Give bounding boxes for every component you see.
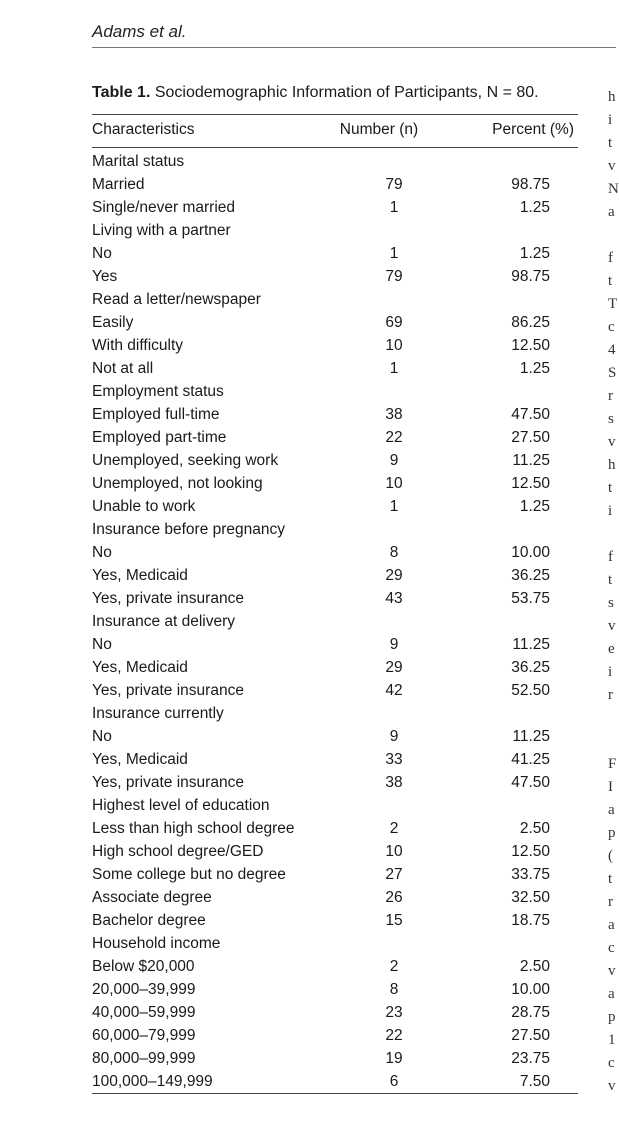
cropped-line: a	[608, 917, 615, 933]
cell-number: 38	[385, 774, 403, 791]
cell-characteristic: No	[92, 728, 112, 745]
cell-characteristic: Insurance before pregnancy	[92, 521, 286, 538]
cell-percent: 41.25	[511, 751, 550, 768]
table-row	[92, 242, 578, 265]
table-row	[92, 426, 578, 449]
cell-number	[314, 380, 444, 403]
cell-percent: 36.25	[511, 659, 550, 676]
cell-percent: 1.25	[519, 498, 550, 515]
cell-percent: 11.25	[512, 452, 550, 469]
cell-characteristic: Yes	[92, 268, 118, 285]
cell-characteristic: 40,000–59,999	[92, 1004, 196, 1021]
table-row	[92, 840, 578, 863]
table-row	[92, 771, 578, 794]
cell-number: 33	[385, 751, 403, 768]
cell-percent: 23.75	[511, 1050, 550, 1067]
table-row	[92, 1070, 578, 1094]
table-row	[92, 311, 578, 334]
table-row	[92, 219, 578, 242]
table-body	[92, 148, 578, 1094]
cell-percent	[444, 518, 578, 541]
cell-number: 27	[385, 866, 403, 883]
table-row	[92, 173, 578, 196]
cell-characteristic: 20,000–39,999	[92, 981, 196, 998]
cell-number: 22	[385, 1027, 403, 1044]
cell-characteristic: Insurance at delivery	[92, 613, 236, 630]
cell-number	[314, 288, 444, 311]
cell-characteristic: Less than high school degree	[92, 820, 295, 837]
cropped-line: c	[608, 319, 615, 335]
cell-percent: 98.75	[511, 176, 550, 193]
cropped-line: e	[608, 641, 615, 657]
cell-percent	[444, 932, 578, 955]
cell-number: 42	[385, 682, 403, 699]
cropped-line: v	[608, 1078, 616, 1094]
cell-number: 22	[385, 429, 403, 446]
cell-number: 23	[385, 1004, 403, 1021]
cell-percent: 47.50	[511, 406, 550, 423]
cell-characteristic: Not at all	[92, 360, 154, 377]
cropped-line: c	[608, 1055, 615, 1071]
cell-characteristic: Associate degree	[92, 889, 212, 906]
cell-characteristic: Single/never married	[92, 199, 236, 216]
cropped-line: v	[608, 618, 616, 634]
cell-percent: 52.50	[511, 682, 550, 699]
cell-number	[314, 794, 444, 817]
cropped-line: i	[608, 112, 613, 128]
header-rule	[92, 47, 616, 48]
cell-percent: 32.50	[511, 889, 550, 906]
cell-number	[314, 518, 444, 541]
cell-percent: 1.25	[519, 199, 550, 216]
table-row	[92, 610, 578, 633]
cropped-line: v	[608, 434, 616, 450]
cell-characteristic: Yes, private insurance	[92, 774, 244, 791]
cell-number	[314, 610, 444, 633]
table-row	[92, 495, 578, 518]
table-row	[92, 357, 578, 380]
cropped-line: i	[608, 503, 613, 519]
cropped-line: T	[608, 296, 618, 312]
cell-number: 26	[385, 889, 403, 906]
cropped-line: 1	[608, 1032, 616, 1048]
cell-number: 10	[385, 843, 403, 860]
cropped-line	[608, 523, 616, 546]
cropped-line: r	[608, 388, 613, 404]
cropped-line: f	[608, 549, 613, 565]
cell-percent: 1.25	[519, 245, 550, 262]
table-row	[92, 656, 578, 679]
table-row	[92, 725, 578, 748]
cell-characteristic: Living with a partner	[92, 222, 231, 239]
table-row	[92, 449, 578, 472]
cropped-line: s	[608, 411, 614, 427]
table-row	[92, 380, 578, 403]
cell-percent: 11.25	[512, 728, 550, 745]
table-row	[92, 1047, 578, 1070]
cell-characteristic: Unemployed, seeking work	[92, 452, 279, 469]
cell-number: 29	[385, 567, 403, 584]
cell-characteristic: Marital status	[92, 153, 185, 170]
cell-percent: 12.50	[511, 337, 550, 354]
cell-percent: 10.00	[511, 981, 550, 998]
table-row	[92, 633, 578, 656]
cropped-line: t	[608, 572, 613, 588]
table-row	[92, 403, 578, 426]
cropped-line: a	[608, 802, 615, 818]
cell-percent: 18.75	[511, 912, 550, 929]
cell-number: 2	[389, 958, 399, 975]
cell-percent: 12.50	[511, 475, 550, 492]
table-caption-text: Sociodemographic Information of Participants, N = 80.	[154, 84, 539, 101]
table-row	[92, 148, 578, 174]
column-header-number: Number (n)	[314, 115, 444, 148]
cell-number: 29	[385, 659, 403, 676]
cell-percent: 27.50	[511, 429, 550, 446]
cell-percent: 7.50	[444, 1070, 578, 1094]
cropped-line: v	[608, 158, 616, 174]
cell-characteristic: Married	[92, 176, 145, 193]
cropped-line: v	[608, 963, 616, 979]
column-header-characteristics: Characteristics	[92, 115, 314, 148]
cell-characteristic: Insurance currently	[92, 705, 224, 722]
cell-characteristic: Bachelor degree	[92, 912, 206, 929]
cropped-line: t	[608, 135, 613, 151]
cell-number: 15	[385, 912, 403, 929]
cell-characteristic: 60,000–79,999	[92, 1027, 196, 1044]
table-row	[92, 978, 578, 1001]
cell-characteristic: Employed full-time	[92, 406, 220, 423]
cell-number: 1	[389, 498, 399, 515]
cell-characteristic: Employed part-time	[92, 429, 227, 446]
cell-percent: 28.75	[511, 1004, 550, 1021]
cropped-line: p	[608, 1009, 616, 1025]
cropped-line: t	[608, 871, 613, 887]
cell-characteristic: With difficulty	[92, 337, 184, 354]
sociodemographic-table	[92, 114, 578, 1094]
cropped-line: i	[608, 664, 613, 680]
table-label: Table 1.	[92, 84, 151, 101]
cropped-line	[608, 730, 616, 753]
table-row	[92, 932, 578, 955]
cell-number: 19	[385, 1050, 403, 1067]
cell-characteristic: Household income	[92, 935, 221, 952]
table-caption	[92, 84, 572, 102]
cropped-line: (	[608, 848, 613, 864]
cropped-line: 4	[608, 342, 616, 358]
cell-percent	[444, 794, 578, 817]
cell-characteristic: Below $20,000	[92, 958, 195, 975]
cell-characteristic: Employment status	[92, 383, 224, 400]
cell-percent	[444, 380, 578, 403]
table-row	[92, 748, 578, 771]
cell-characteristic: Highest level of education	[92, 797, 270, 814]
cell-number: 1	[389, 199, 399, 216]
cell-characteristic: Yes, Medicaid	[92, 751, 188, 768]
table-row	[92, 564, 578, 587]
cropped-line	[608, 224, 616, 247]
cell-percent: 2.50	[519, 820, 550, 837]
table-header-row	[92, 115, 578, 148]
cropped-line: h	[608, 89, 616, 105]
cell-percent	[444, 288, 578, 311]
cell-percent: 33.75	[511, 866, 550, 883]
cell-percent: 2.50	[519, 958, 550, 975]
cell-number	[314, 148, 444, 174]
cell-percent: 10.00	[511, 544, 550, 561]
cell-percent: 12.50	[511, 843, 550, 860]
cell-number: 8	[389, 981, 399, 998]
cell-characteristic: No	[92, 245, 112, 262]
cropped-line: p	[608, 825, 616, 841]
cell-number: 9	[389, 728, 399, 745]
cell-percent	[444, 702, 578, 725]
cell-number: 69	[385, 314, 403, 331]
table-row	[92, 863, 578, 886]
cell-characteristic: High school degree/GED	[92, 843, 264, 860]
table-row	[92, 679, 578, 702]
cropped-adjacent-column-text	[608, 86, 619, 1098]
cropped-line: N	[608, 181, 619, 197]
cell-percent: 98.75	[511, 268, 550, 285]
cropped-line: r	[608, 687, 613, 703]
cell-number: 43	[385, 590, 403, 607]
cell-percent: 53.75	[511, 590, 550, 607]
cell-number	[314, 932, 444, 955]
cell-percent	[444, 219, 578, 242]
table-row	[92, 702, 578, 725]
cell-percent: 36.25	[511, 567, 550, 584]
cell-percent: 11.25	[512, 636, 550, 653]
cropped-line: t	[608, 273, 613, 289]
cropped-line: h	[608, 457, 616, 473]
cell-characteristic: No	[92, 636, 112, 653]
cell-characteristic: Easily	[92, 314, 134, 331]
table-row	[92, 817, 578, 840]
cell-percent: 1.25	[519, 360, 550, 377]
cell-number: 79	[385, 268, 403, 285]
cell-number: 9	[389, 452, 399, 469]
cropped-line: a	[608, 986, 615, 1002]
cropped-line: F	[608, 756, 617, 772]
cell-characteristic: 100,000–149,999	[92, 1070, 314, 1094]
cell-number: 79	[385, 176, 403, 193]
cell-number: 10	[385, 337, 403, 354]
cropped-line: c	[608, 940, 615, 956]
table-row	[92, 1001, 578, 1024]
table-row	[92, 955, 578, 978]
cropped-line: r	[608, 894, 613, 910]
cell-characteristic: Unable to work	[92, 498, 196, 515]
table-row	[92, 265, 578, 288]
column-header-percent: Percent (%)	[444, 115, 578, 148]
table-row	[92, 587, 578, 610]
table-row	[92, 288, 578, 311]
running-head: Adams et al.	[92, 22, 187, 41]
cell-number: 2	[389, 820, 399, 837]
table-row	[92, 334, 578, 357]
cell-number: 1	[389, 360, 399, 377]
table-row	[92, 518, 578, 541]
table-row	[92, 1024, 578, 1047]
table-row	[92, 196, 578, 219]
cell-percent: 27.50	[511, 1027, 550, 1044]
cell-number: 10	[385, 475, 403, 492]
cell-characteristic: Yes, Medicaid	[92, 659, 188, 676]
cell-number	[314, 219, 444, 242]
table-row	[92, 794, 578, 817]
cropped-line	[608, 707, 616, 730]
cell-number: 38	[385, 406, 403, 423]
cropped-line: f	[608, 250, 613, 266]
cell-percent: 86.25	[511, 314, 550, 331]
cell-percent	[444, 148, 578, 174]
cell-characteristic: 80,000–99,999	[92, 1050, 196, 1067]
cell-characteristic: Unemployed, not looking	[92, 475, 263, 492]
cell-characteristic: Some college but no degree	[92, 866, 286, 883]
cell-characteristic: Read a letter/newspaper	[92, 291, 261, 308]
cell-percent: 47.50	[511, 774, 550, 791]
cell-number: 9	[389, 636, 399, 653]
cell-number	[314, 702, 444, 725]
cell-characteristic: No	[92, 544, 112, 561]
cropped-line: a	[608, 204, 615, 220]
cell-percent	[444, 610, 578, 633]
cell-number: 8	[389, 544, 399, 561]
cropped-line: S	[608, 365, 617, 381]
cell-number: 1	[389, 245, 399, 262]
cell-characteristic: Yes, private insurance	[92, 682, 244, 699]
cropped-line: s	[608, 595, 614, 611]
table-row	[92, 472, 578, 495]
cell-number: 6	[314, 1070, 444, 1094]
cropped-line: t	[608, 480, 613, 496]
cropped-line: I	[608, 779, 613, 795]
cell-characteristic: Yes, Medicaid	[92, 567, 188, 584]
table-row	[92, 886, 578, 909]
table-row	[92, 909, 578, 932]
table-row	[92, 541, 578, 564]
cell-characteristic: Yes, private insurance	[92, 590, 244, 607]
